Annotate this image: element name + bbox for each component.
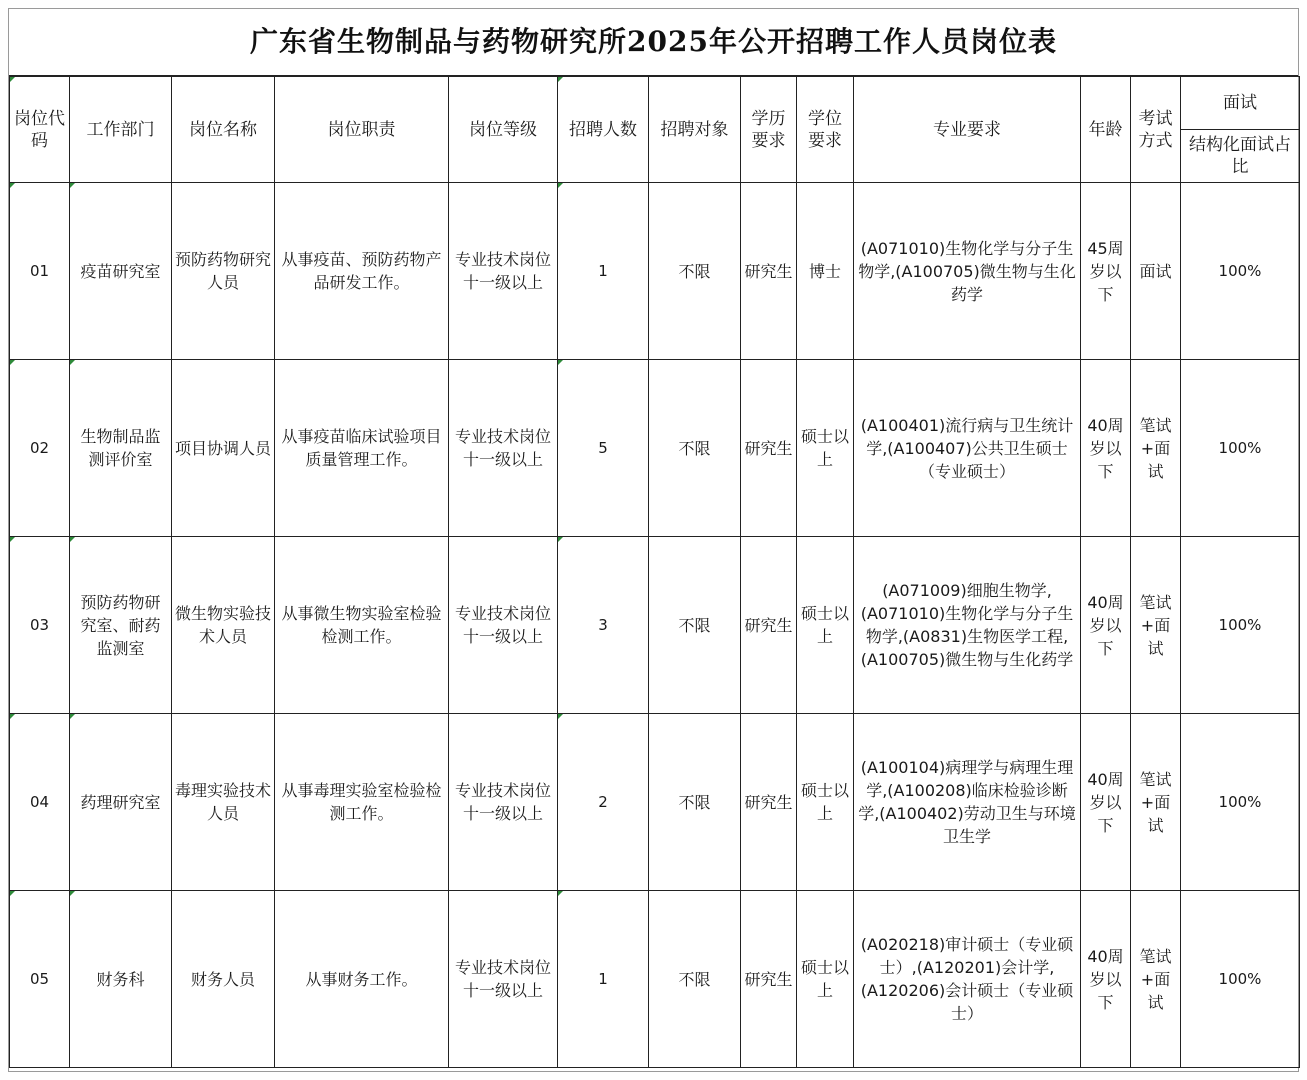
table-row: [10, 360, 1300, 537]
cell-duty: 从事微生物实验室检验检测工作。: [275, 537, 449, 714]
cell-duty: 从事疫苗、预防药物产品研发工作。: [275, 183, 449, 360]
cell-age: 45周岁以下: [1081, 183, 1131, 360]
cell-degree: 硕士以上: [797, 360, 854, 537]
cell-position: 项目协调人员: [172, 360, 275, 537]
cell-position: 毒理实验技术人员: [172, 714, 275, 891]
cell-ratio: 100%: [1181, 714, 1300, 891]
cell-department: 财务科: [70, 891, 172, 1068]
cell-level: 专业技术岗位十一级以上: [449, 183, 558, 360]
cell-count: 5: [558, 360, 649, 537]
cell-department: 生物制品监测评价室: [70, 360, 172, 537]
cell-major: (A071010)生物化学与分子生物学,(A100705)微生物与生化药学: [854, 183, 1081, 360]
cell-target: 不限: [649, 714, 741, 891]
cell-position: 微生物实验技术人员: [172, 537, 275, 714]
cell-education: 研究生: [741, 714, 797, 891]
cell-education: 研究生: [741, 537, 797, 714]
header-major: 专业要求: [854, 77, 1081, 183]
cell-ratio: 100%: [1181, 891, 1300, 1068]
cell-level: 专业技术岗位十一级以上: [449, 360, 558, 537]
header-degree: 学位要求: [797, 77, 854, 183]
cell-count: 1: [558, 891, 649, 1068]
cell-age: 40周岁以下: [1081, 537, 1131, 714]
header-age: 年龄: [1081, 77, 1131, 183]
header-department: 工作部门: [70, 77, 172, 183]
cell-department: 药理研究室: [70, 714, 172, 891]
cell-degree: 硕士以上: [797, 537, 854, 714]
cell-major: (A071009)细胞生物学,(A071010)生物化学与分子生物学,(A0831)生物医学工程,(A100705)微生物与生化药学: [854, 537, 1081, 714]
cell-position: 财务人员: [172, 891, 275, 1068]
positions-table: [9, 76, 1300, 1068]
cell-code: 02: [10, 360, 70, 537]
header-target: 招聘对象: [649, 77, 741, 183]
cell-ratio: 100%: [1181, 360, 1300, 537]
cell-target: 不限: [649, 537, 741, 714]
header-interview-ratio: 结构化面试占比: [1181, 130, 1300, 183]
page-title: 广东省生物制品与药物研究所2025年公开招聘工作人员岗位表: [9, 9, 1298, 76]
cell-major: (A100401)流行病与卫生统计学,(A100407)公共卫生硕士（专业硕士）: [854, 360, 1081, 537]
cell-code: 03: [10, 537, 70, 714]
cell-degree: 博士: [797, 183, 854, 360]
cell-exam: 面试: [1131, 183, 1181, 360]
header-exam: 考试方式: [1131, 77, 1181, 183]
header-position: 岗位名称: [172, 77, 275, 183]
cell-duty: 从事毒理实验室检验检测工作。: [275, 714, 449, 891]
header-interview: 面试: [1181, 77, 1300, 130]
cell-major: (A100104)病理学与病理生理学,(A100208)临床检验诊断学,(A100402)劳动卫生与环境卫生学: [854, 714, 1081, 891]
cell-position: 预防药物研究人员: [172, 183, 275, 360]
cell-age: 40周岁以下: [1081, 714, 1131, 891]
cell-age: 40周岁以下: [1081, 360, 1131, 537]
cell-count: 3: [558, 537, 649, 714]
recruitment-sheet: [8, 8, 1299, 1072]
cell-target: 不限: [649, 360, 741, 537]
cell-ratio: 100%: [1181, 183, 1300, 360]
cell-education: 研究生: [741, 183, 797, 360]
cell-ratio: 100%: [1181, 537, 1300, 714]
cell-level: 专业技术岗位十一级以上: [449, 891, 558, 1068]
cell-degree: 硕士以上: [797, 714, 854, 891]
cell-count: 2: [558, 714, 649, 891]
cell-education: 研究生: [741, 891, 797, 1068]
table-row: [10, 537, 1300, 714]
cell-exam: 笔试+面试: [1131, 891, 1181, 1068]
cell-education: 研究生: [741, 360, 797, 537]
header-duty: 岗位职责: [275, 77, 449, 183]
cell-level: 专业技术岗位十一级以上: [449, 537, 558, 714]
header-education: 学历要求: [741, 77, 797, 183]
cell-exam: 笔试+面试: [1131, 537, 1181, 714]
table-row: [10, 183, 1300, 360]
cell-duty: 从事财务工作。: [275, 891, 449, 1068]
cell-exam: 笔试+面试: [1131, 714, 1181, 891]
cell-code: 01: [10, 183, 70, 360]
cell-code: 04: [10, 714, 70, 891]
header-code: 岗位代码: [10, 77, 70, 183]
header-row: [10, 77, 1300, 130]
header-count: 招聘人数: [558, 77, 649, 183]
table-row: [10, 891, 1300, 1068]
cell-degree: 硕士以上: [797, 891, 854, 1068]
table-row: [10, 714, 1300, 891]
cell-count: 1: [558, 183, 649, 360]
cell-duty: 从事疫苗临床试验项目质量管理工作。: [275, 360, 449, 537]
cell-department: 预防药物研究室、耐药监测室: [70, 537, 172, 714]
cell-code: 05: [10, 891, 70, 1068]
cell-level: 专业技术岗位十一级以上: [449, 714, 558, 891]
header-level: 岗位等级: [449, 77, 558, 183]
cell-major: (A020218)审计硕士（专业硕士）,(A120201)会计学,(A120206)会计硕士（专业硕士）: [854, 891, 1081, 1068]
cell-target: 不限: [649, 183, 741, 360]
cell-exam: 笔试+面试: [1131, 360, 1181, 537]
cell-target: 不限: [649, 891, 741, 1068]
cell-age: 40周岁以下: [1081, 891, 1131, 1068]
cell-department: 疫苗研究室: [70, 183, 172, 360]
